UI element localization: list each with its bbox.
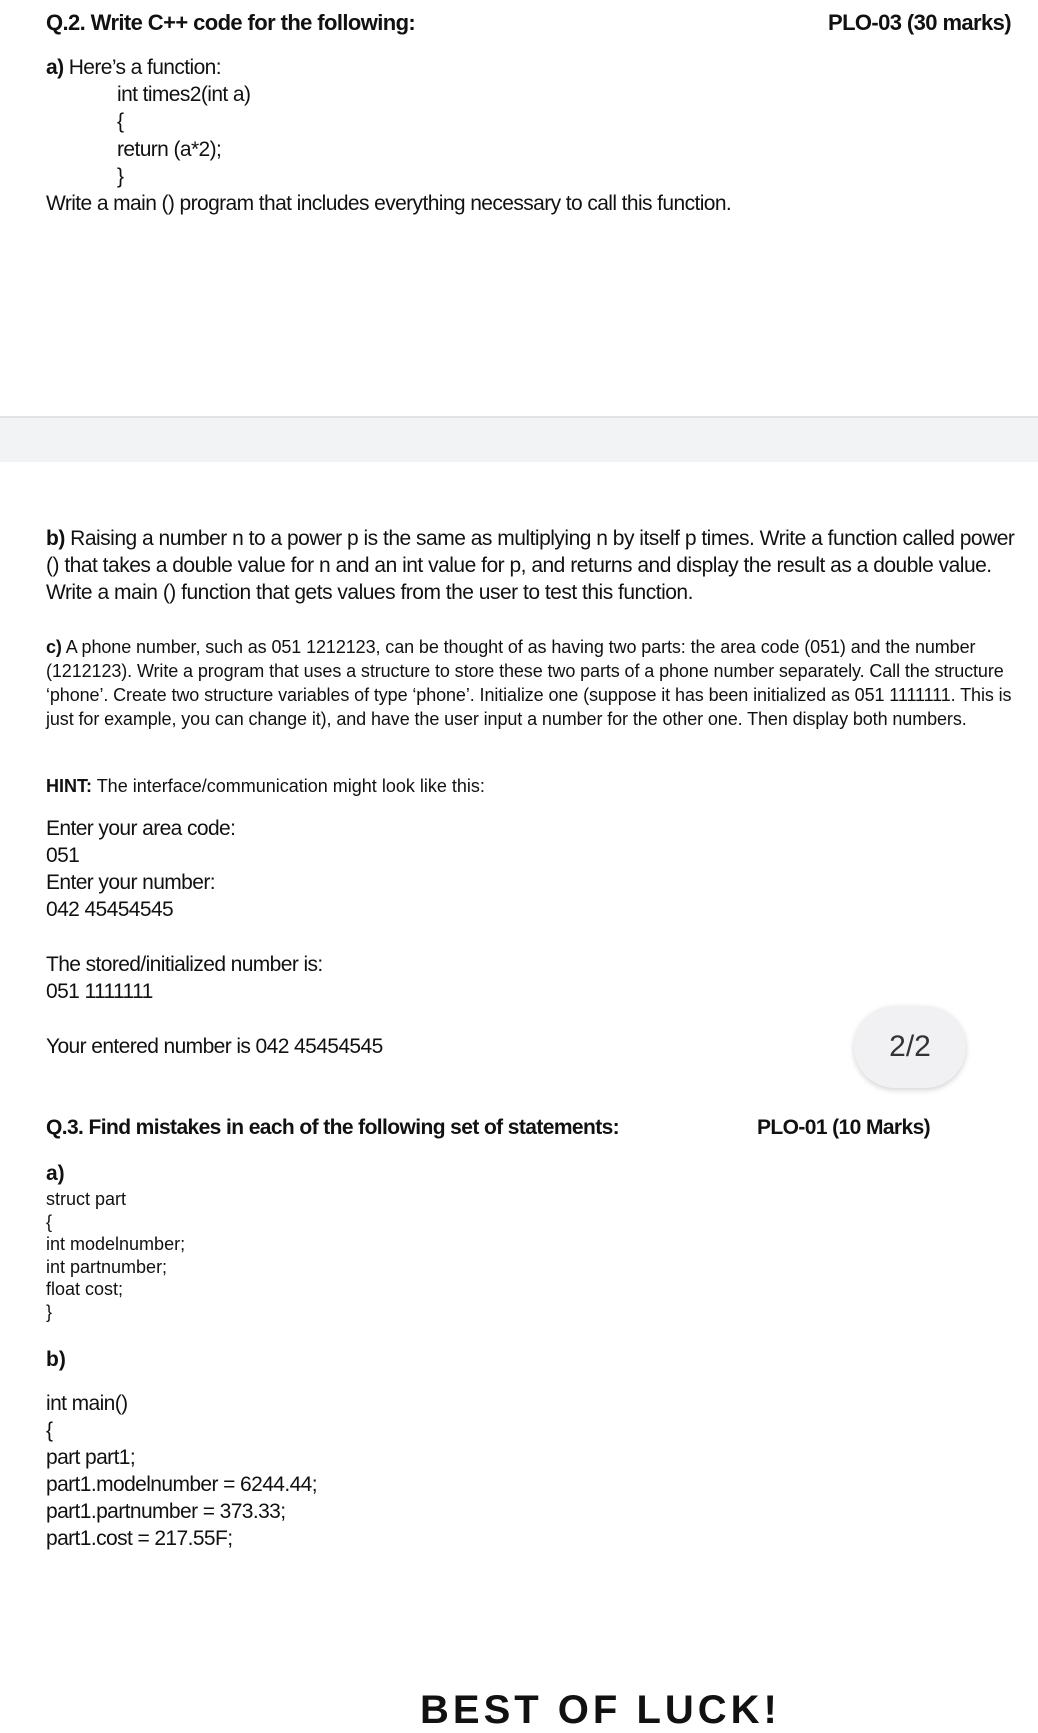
q3a-code-line-5: float cost; [46,1279,124,1299]
q2a-label: a) [46,56,64,79]
hint-sample-line-1: Enter your area code: [46,817,236,840]
q3a-code-line-2: { [46,1212,53,1232]
q2-marks: PLO-03 (30 marks) [828,10,1011,35]
hint-text: The interface/communication might look like this: [96,776,485,796]
q3a-code-line-1: struct part [46,1189,127,1209]
footer-best-of-luck: BEST OF LUCK! [420,1688,781,1732]
q2a-code-line-2: { [117,110,124,133]
page-indicator: 2/2 [854,1006,966,1088]
hint-stored-value: 051 1111111 [46,980,153,1003]
q2b-label: b) [46,527,65,550]
q3a-label: a) [46,1162,65,1185]
q2b-text: Raising a number n to a power p is the same as multiplying n by itself p times. Write a function called power () that takes a double value for n and an int value for p, and returns and display the result as a double value. Write a main () function that gets values from the user to test this function. [46,527,1015,604]
hint-sample-line-3: Enter your number: [46,871,215,894]
q2c-paragraph [46,635,1036,731]
q2b-paragraph [46,525,1026,606]
q3b-code-line-6: part1.cost = 217.55F; [46,1527,233,1550]
hint-sample-line-4: 042 45454545 [46,898,174,921]
hint-line [46,776,485,797]
hint-stored-label: The stored/initialized number is: [46,953,323,976]
q2c-text: A phone number, such as 051 1212123, can be thought of as having two parts: the area code (051) and the number (1212123). Write a program that uses a structure to store these two parts of a phone number separately. Call the structure ‘phone’. Create two structure variables of type ‘phone’. Initialize one (suppose it has been initialized as 051 1111111. This is just for example, you can change it), and have the user input a number for the other one. Then display both numbers. [46,637,1012,729]
q2-title: Q.2. Write C++ code for the following: [46,10,416,35]
q3b-code-line-4: part1.modelnumber = 6244.44; [46,1473,317,1496]
q3a-code-line-4: int partnumber; [46,1257,168,1277]
q3b-code-line-1: int main() [46,1392,128,1415]
q2a-intro: Here’s a function: [68,56,221,79]
hint-entered-number: Your entered number is 042 45454545 [46,1035,383,1058]
q2c-label: c) [46,637,62,657]
q3-marks: PLO-01 (10 Marks) [757,1116,931,1139]
hint-sample-line-2: 051 [46,844,80,867]
q2a-task: Write a main () program that includes everything necessary to call this function. [46,192,732,215]
q3b-code-line-3: part part1; [46,1446,136,1469]
q3a-code-line-3: int modelnumber; [46,1234,186,1254]
q2a-code-line-3: return (a*2); [117,138,222,161]
q2a-code-line-1: int times2(int a) [117,83,251,106]
q3a-code-line-6: } [46,1302,53,1322]
q3b-code-line-5: part1.partnumber = 373.33; [46,1500,286,1523]
q2a-code-line-4: } [117,165,124,188]
q3-title: Q.3. Find mistakes in each of the following set of statements: [46,1116,620,1139]
hint-label: HINT: [46,776,92,796]
q3b-code-line-2: { [46,1419,53,1442]
q2a-intro-line [46,56,221,80]
page-break-band [0,416,1038,462]
q3b-label: b) [46,1348,66,1371]
